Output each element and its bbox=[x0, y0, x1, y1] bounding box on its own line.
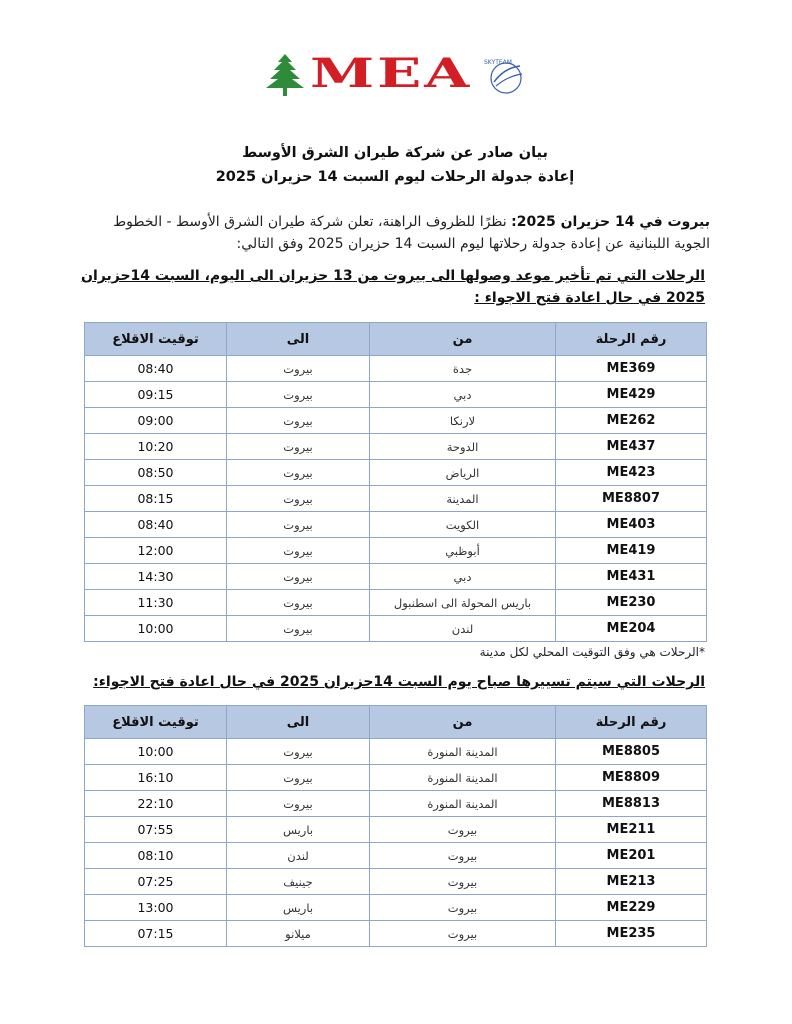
to-city: بيروت bbox=[227, 765, 370, 791]
table-row bbox=[85, 895, 707, 921]
statement-subtitle: إعادة جدولة الرحلات ليوم السبت 14 حزيران 2025 bbox=[215, 169, 575, 185]
departure-time: 10:00 bbox=[85, 739, 227, 765]
dateline: بيروت في 14 حزيران 2025: bbox=[511, 214, 710, 230]
from-city: باريس المحولة الى اسطنبول bbox=[370, 590, 556, 616]
table-row bbox=[85, 765, 707, 791]
table-row bbox=[85, 408, 707, 434]
flight-number: ME8807 bbox=[556, 486, 707, 512]
table-row bbox=[85, 590, 707, 616]
to-city: ميلانو bbox=[227, 921, 370, 947]
col-header-departure: توقيت الاقلاع bbox=[85, 706, 227, 739]
from-city: بيروت bbox=[370, 843, 556, 869]
from-city: المدينة bbox=[370, 486, 556, 512]
col-header-departure: توقيت الاقلاع bbox=[85, 323, 227, 356]
table-row bbox=[85, 512, 707, 538]
col-header-to: الى bbox=[227, 706, 370, 739]
from-city: المدينة المنورة bbox=[370, 739, 556, 765]
from-city: دبي bbox=[370, 382, 556, 408]
mea-logo bbox=[262, 50, 532, 102]
col-header-from: من bbox=[370, 323, 556, 356]
table-row bbox=[85, 356, 707, 382]
flight-number: ME431 bbox=[556, 564, 707, 590]
table-row bbox=[85, 460, 707, 486]
table-header-row bbox=[85, 323, 707, 356]
departure-time: 08:40 bbox=[85, 512, 227, 538]
from-city: أبوظبي bbox=[370, 538, 556, 564]
to-city: بيروت bbox=[227, 791, 370, 817]
from-city: جدة bbox=[370, 356, 556, 382]
delayed-flights-table bbox=[84, 322, 707, 642]
departure-time: 11:30 bbox=[85, 590, 227, 616]
table-row bbox=[85, 921, 707, 947]
to-city: بيروت bbox=[227, 739, 370, 765]
flight-number: ME201 bbox=[556, 843, 707, 869]
section2-heading bbox=[80, 671, 705, 693]
flight-number: ME211 bbox=[556, 817, 707, 843]
departure-time: 09:00 bbox=[85, 408, 227, 434]
flight-number: ME229 bbox=[556, 895, 707, 921]
section1-heading bbox=[80, 265, 705, 309]
to-city: بيروت bbox=[227, 486, 370, 512]
from-city: المدينة المنورة bbox=[370, 765, 556, 791]
flight-number: ME213 bbox=[556, 869, 707, 895]
from-city: لارنكا bbox=[370, 408, 556, 434]
flight-number: ME369 bbox=[556, 356, 707, 382]
flight-number: ME403 bbox=[556, 512, 707, 538]
to-city: بيروت bbox=[227, 564, 370, 590]
table-row bbox=[85, 538, 707, 564]
intro-paragraph bbox=[80, 211, 710, 255]
from-city: الرياض bbox=[370, 460, 556, 486]
from-city: بيروت bbox=[370, 895, 556, 921]
col-header-flight: رقم الرحلة bbox=[556, 323, 707, 356]
to-city: بيروت bbox=[227, 590, 370, 616]
from-city: بيروت bbox=[370, 921, 556, 947]
table-row bbox=[85, 791, 707, 817]
col-header-from: من bbox=[370, 706, 556, 739]
table-row bbox=[85, 843, 707, 869]
to-city: بيروت bbox=[227, 460, 370, 486]
from-city: دبي bbox=[370, 564, 556, 590]
from-city: الدوحة bbox=[370, 434, 556, 460]
to-city: بيروت bbox=[227, 512, 370, 538]
from-city: بيروت bbox=[370, 869, 556, 895]
departure-time: 13:00 bbox=[85, 895, 227, 921]
intro-text: نظرًا للظروف الراهنة، تعلن شركة طيران الشرق الأوسط - الخطوط الجوية اللبنانية عن إعادة جدولة رحلاتها ليوم السبت 14 حزيران 2025 وفق التالي: bbox=[113, 214, 710, 252]
flight-number: ME419 bbox=[556, 538, 707, 564]
departure-time: 08:50 bbox=[85, 460, 227, 486]
from-city: بيروت bbox=[370, 817, 556, 843]
departure-time: 07:15 bbox=[85, 921, 227, 947]
flight-number: ME8809 bbox=[556, 765, 707, 791]
table-row bbox=[85, 616, 707, 642]
to-city: جينيف bbox=[227, 869, 370, 895]
to-city: بيروت bbox=[227, 616, 370, 642]
flight-number: ME437 bbox=[556, 434, 707, 460]
from-city: الكويت bbox=[370, 512, 556, 538]
flight-number: ME230 bbox=[556, 590, 707, 616]
table-header-row bbox=[85, 706, 707, 739]
col-header-flight: رقم الرحلة bbox=[556, 706, 707, 739]
from-city: لندن bbox=[370, 616, 556, 642]
to-city: باريس bbox=[227, 895, 370, 921]
table-row bbox=[85, 382, 707, 408]
cedar-icon bbox=[262, 52, 308, 98]
departure-time: 12:00 bbox=[85, 538, 227, 564]
to-city: بيروت bbox=[227, 538, 370, 564]
flight-number: ME235 bbox=[556, 921, 707, 947]
flight-number: ME262 bbox=[556, 408, 707, 434]
departure-time: 14:30 bbox=[85, 564, 227, 590]
flight-number: ME429 bbox=[556, 382, 707, 408]
section2-heading-text: الرحلات التي سيتم تسييرها صباح يوم السبت 14حزيران 2025 في حال اعادة فتح الاجواء: bbox=[93, 674, 705, 690]
col-header-to: الى bbox=[227, 323, 370, 356]
flight-number: ME8805 bbox=[556, 739, 707, 765]
departure-time: 22:10 bbox=[85, 791, 227, 817]
flight-number: ME8813 bbox=[556, 791, 707, 817]
skyteam-icon bbox=[480, 54, 528, 98]
departure-time: 09:15 bbox=[85, 382, 227, 408]
to-city: بيروت bbox=[227, 408, 370, 434]
brand-wordmark: MEA bbox=[310, 50, 473, 97]
departure-time: 10:20 bbox=[85, 434, 227, 460]
local-time-note: *الرحلات هي وفق التوقيت المحلي لكل مدينة bbox=[479, 645, 705, 659]
departure-time: 16:10 bbox=[85, 765, 227, 791]
to-city: بيروت bbox=[227, 356, 370, 382]
table-row bbox=[85, 869, 707, 895]
from-city: المدينة المنورة bbox=[370, 791, 556, 817]
flight-number: ME204 bbox=[556, 616, 707, 642]
to-city: باريس bbox=[227, 817, 370, 843]
departure-time: 08:40 bbox=[85, 356, 227, 382]
table-row bbox=[85, 434, 707, 460]
table-row bbox=[85, 817, 707, 843]
departure-time: 10:00 bbox=[85, 616, 227, 642]
departure-time: 07:55 bbox=[85, 817, 227, 843]
to-city: لندن bbox=[227, 843, 370, 869]
table-row bbox=[85, 486, 707, 512]
departure-time: 07:25 bbox=[85, 869, 227, 895]
to-city: بيروت bbox=[227, 382, 370, 408]
departure-time: 08:15 bbox=[85, 486, 227, 512]
table-row bbox=[85, 564, 707, 590]
table-row bbox=[85, 739, 707, 765]
saturday-flights-table bbox=[84, 705, 707, 947]
section1-heading-text: الرحلات التي تم تأخير موعد وصولها الى بيروت من 13 حزيران الى اليوم، السبت 14حزيران 2025 في حال اعادة فتح الاجواء : bbox=[81, 268, 705, 306]
departure-time: 08:10 bbox=[85, 843, 227, 869]
flight-number: ME423 bbox=[556, 460, 707, 486]
alliance-name: SKYTEAM bbox=[484, 59, 512, 66]
statement-title: بيان صادر عن شركة طيران الشرق الأوسط bbox=[242, 145, 548, 161]
to-city: بيروت bbox=[227, 434, 370, 460]
